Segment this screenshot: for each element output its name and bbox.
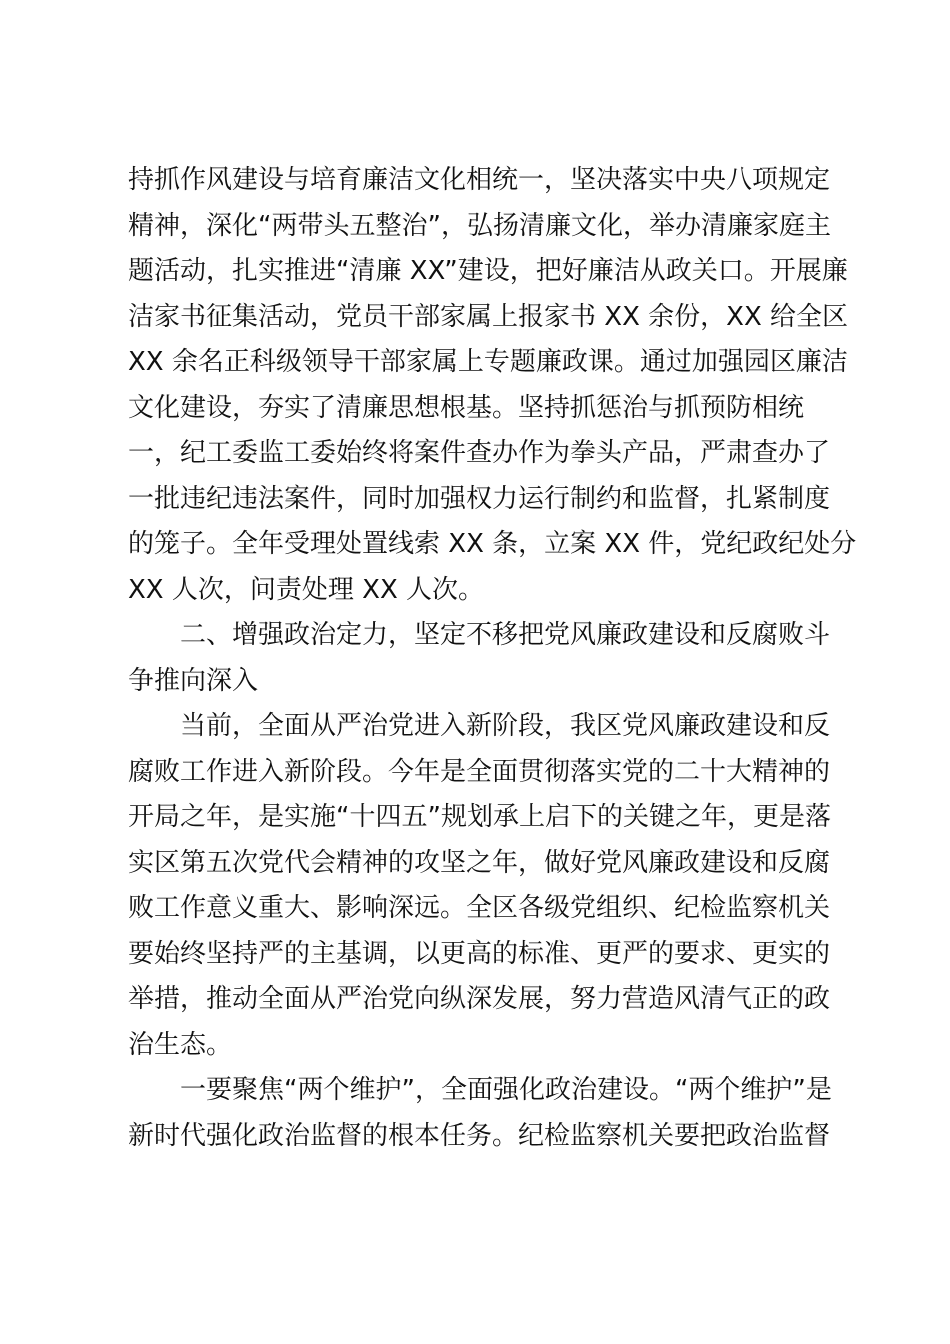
paragraph-line: 一，纪工委监工委始终将案件查办作为拳头产品，严肃查办了 (128, 438, 831, 468)
paragraph-line: 开局之年，是实施“十四五”规划承上启下的关键之年，更是落 (128, 802, 831, 832)
paragraph-line: 败工作意义重大、影响深远。全区各级党组织、纪检监察机关 (128, 893, 831, 923)
paragraph-line: 举措，推动全面从严治党向纵深发展，努力营造风清气正的政 (128, 984, 831, 1014)
paragraph-line: XX 余名正科级领导干部家属上专题廉政课。通过加强园区廉洁 (128, 347, 848, 377)
paragraph-line: 文化建设，夯实了清廉思想根基。坚持抓惩治与抓预防相统 (128, 392, 805, 423)
paragraph-line: XX 人次，问责处理 XX 人次。 (128, 574, 485, 605)
section-heading-line: 二、增强政治定力，坚定不移把党风廉政建设和反腐败斗 (180, 620, 831, 650)
section-heading-line: 争推向深入 (128, 665, 259, 696)
paragraph-line: 治生态。 (128, 1029, 233, 1060)
paragraph-line: 一批违纪违法案件，同时加强权力运行制约和监督，扎紧制度 (128, 483, 831, 514)
paragraph-line: 的笼子。全年受理处置线索 XX 条，立案 XX 件，党纪政纪处分 (128, 529, 857, 559)
paragraph-line: 当前，全面从严治党进入新阶段，我区党风廉政建设和反 (180, 711, 831, 741)
paragraph-line: 腐败工作进入新阶段。今年是全面贯彻落实党的二十大精神的 (128, 756, 831, 787)
paragraph-line: 洁家书征集活动，党员干部家属上报家书 XX 余份，XX 给全区 (128, 301, 849, 332)
paragraph-line: 要始终坚持严的主基调，以更高的标准、更严的要求、更实的 (128, 938, 831, 969)
paragraph-line: 题活动，扎实推进“清廉 XX”建设，把好廉洁从政关口。开展廉 (128, 256, 848, 286)
paragraph-line: 持抓作风建设与培育廉洁文化相统一，坚决落实中央八项规定 (128, 165, 831, 195)
document-body (128, 158, 857, 1159)
paragraph-line: 精神，深化“两带头五整治”，弘扬清廉文化，举办清廉家庭主 (128, 210, 831, 241)
paragraph-line: 一要聚焦“两个维护”，全面强化政治建设。“两个维护”是 (180, 1075, 832, 1105)
paragraph-line: 新时代强化政治监督的根本任务。纪检监察机关要把政治监督 (128, 1120, 831, 1151)
paragraph-line: 实区第五次党代会精神的攻坚之年，做好党风廉政建设和反腐 (128, 847, 831, 878)
